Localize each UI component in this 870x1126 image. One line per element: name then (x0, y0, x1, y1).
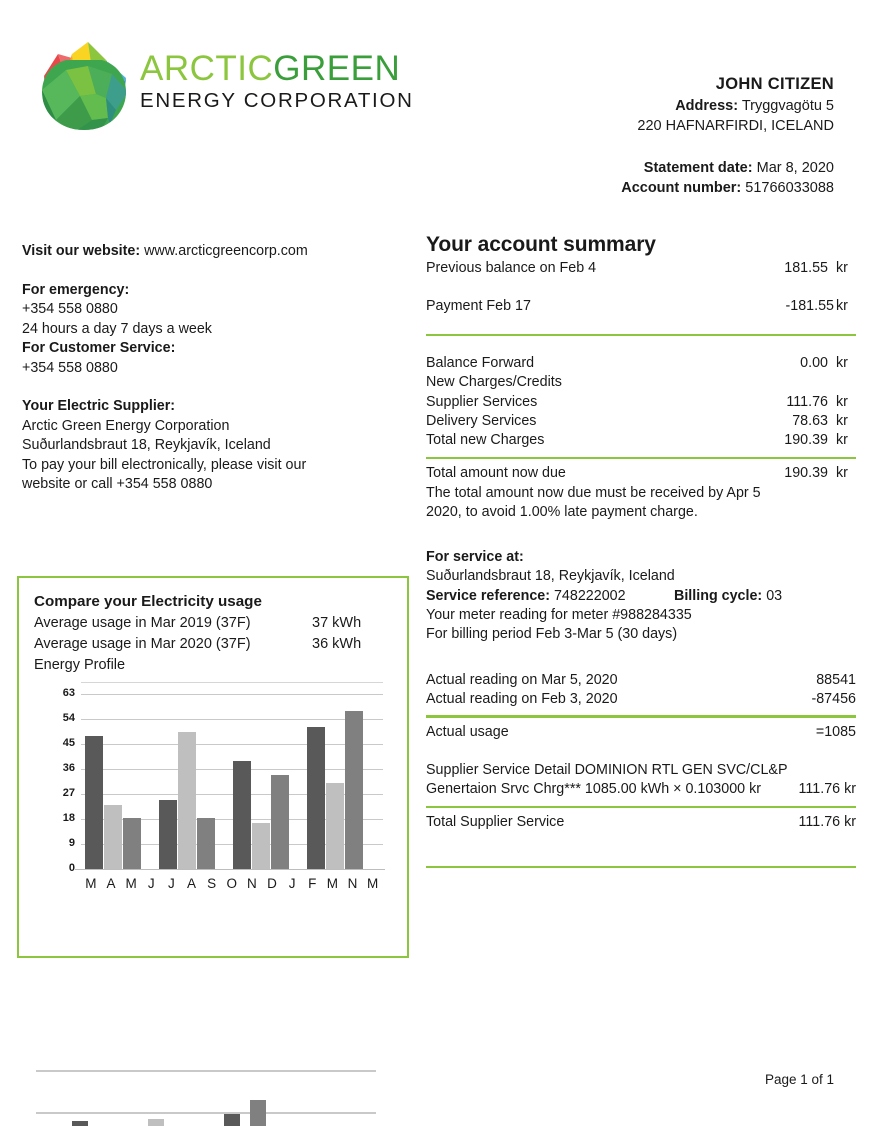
chart-bar (252, 823, 270, 869)
delivery-services-currency: kr (836, 413, 848, 430)
energy-profile-bar-chart (19, 682, 407, 932)
chart-y-tick-label: 0 (68, 862, 75, 874)
total-supplier-service-row (426, 813, 856, 832)
chart-bar (345, 711, 363, 869)
previous-balance-label: Previous balance on Feb 4 (426, 260, 597, 276)
summary-spacer-2 (426, 317, 856, 327)
bottom-chart-gridline (36, 1112, 376, 1114)
chart-bar (197, 818, 215, 869)
billing-cycle-group (674, 587, 782, 606)
bottom-partial-chart (36, 1066, 376, 1126)
usage-row-label: Average usage in Mar 2020 (37F) (34, 636, 251, 652)
payment-label: Payment Feb 17 (426, 298, 531, 315)
account-number-label: Account number: (621, 180, 742, 196)
due-note-line2: 2020, to avoid 1.00% late payment charge. (426, 503, 698, 520)
logo-wordmark (140, 50, 414, 113)
supplier-address: Suðurlandsbraut 18, Reykjavík, Iceland (22, 437, 271, 453)
billing-period-line: For billing period Feb 3-Mar 5 (30 days) (426, 626, 678, 643)
chart-y-axis (41, 687, 75, 874)
chart-month-label: N (347, 876, 358, 891)
bottom-chart-gridline (36, 1070, 376, 1072)
chart-month-label: O (226, 876, 238, 891)
chart-month-label: J (288, 876, 296, 891)
website-row (22, 242, 414, 262)
total-supplier-service-label: Total Supplier Service (426, 814, 565, 831)
service-reference-group (426, 587, 626, 606)
total-new-charges-label: Total new Charges (426, 432, 545, 449)
summary-spacer-4 (426, 522, 856, 548)
contact-information (22, 242, 414, 495)
total-due-label: Total amount now due (426, 465, 566, 482)
chart-x-axis-months (81, 876, 383, 891)
new-charges-row (426, 373, 856, 392)
reading-current-value: 88541 (816, 671, 856, 688)
customer-service-label: For Customer Service: (22, 340, 176, 356)
service-reference-value: 748222002 (553, 587, 626, 604)
usage-row-value: 36 kWh (312, 636, 362, 652)
account-summary-section (426, 232, 856, 876)
address-value: Tryggvagötu 5 (741, 98, 834, 114)
chart-y-tick-label: 45 (62, 737, 75, 749)
energy-profile-label: Energy Profile (34, 657, 126, 673)
chart-bar (326, 783, 344, 869)
balance-forward-label: Balance Forward (426, 355, 535, 372)
summary-divider-4 (426, 806, 856, 809)
balance-forward-currency: kr (836, 355, 848, 372)
delivery-services-amount: 78.63 (792, 413, 828, 430)
total-new-charges-row (426, 431, 856, 450)
previous-balance-amount: 181.55 (784, 260, 828, 276)
address-label: Address: (675, 98, 739, 114)
supplier-label: Your Electric Supplier: (22, 398, 176, 414)
chart-month-label: N (247, 876, 258, 891)
chart-month-label: M (367, 876, 379, 891)
reading-previous-row (426, 690, 856, 709)
reading-previous-label: Actual reading on Feb 3, 2020 (426, 690, 618, 707)
chart-y-tick-label: 36 (62, 762, 75, 774)
usage-row-value: 37 kWh (312, 615, 362, 631)
summary-divider-1 (426, 334, 856, 337)
statement-date-label: Statement date: (643, 160, 753, 176)
emergency-hours: 24 hours a day 7 days a week (22, 320, 212, 337)
supplier-services-row (426, 393, 856, 412)
header-spacer (434, 136, 834, 158)
chart-bar (307, 727, 325, 869)
generation-charge-label: Genertaion Srvc Chrg*** 1085.00 kWh × 0.103000 kr (426, 781, 761, 798)
website-label: Visit our website: (22, 243, 141, 259)
usage-row (34, 634, 394, 655)
company-logo (36, 38, 414, 138)
chart-gridline-top (81, 682, 383, 683)
balance-forward-row (426, 354, 856, 373)
summary-divider-2 (426, 457, 856, 460)
chart-month-label: A (187, 876, 197, 891)
usage-row-label: Average usage in Mar 2019 (37F) (34, 615, 251, 631)
summary-divider-5 (426, 866, 856, 869)
reading-current-row (426, 671, 856, 690)
chart-month-label: J (168, 876, 176, 891)
new-charges-label: New Charges/Credits (426, 374, 562, 391)
chart-y-tick-label: 18 (62, 812, 75, 824)
chart-month-label: J (147, 876, 155, 891)
supplier-services-label: Supplier Services (426, 393, 538, 410)
account-number-value: 51766033088 (745, 180, 834, 196)
summary-spacer-1 (426, 278, 856, 297)
supplier-services-amount: 111.76 (786, 393, 828, 410)
chart-bar (271, 775, 289, 869)
chart-y-tick-label: 63 (62, 687, 75, 699)
generation-charge-row (426, 780, 856, 799)
usage-row (34, 613, 394, 634)
chart-month-label: M (326, 876, 339, 891)
payment-currency: kr (836, 298, 848, 315)
reading-previous-value: -87456 (811, 690, 856, 707)
reading-current-label: Actual reading on Mar 5, 2020 (426, 671, 618, 688)
due-note-line1: The total amount now due must be received by Apr 5 (426, 484, 761, 501)
supplier-detail-line: Supplier Service Detail DOMINION RTL GEN SVC/CL&P (426, 762, 788, 779)
meter-reading-line: Your meter reading for meter #988284335 (426, 607, 692, 624)
actual-usage-label: Actual usage (426, 723, 509, 740)
total-due-amount: 190.39 (784, 465, 828, 482)
electricity-usage-panel (17, 576, 409, 958)
total-due-currency: kr (836, 465, 848, 482)
bottom-chart-bar (224, 1114, 240, 1126)
total-new-charges-amount: 190.39 (784, 432, 828, 449)
bottom-chart-bar (250, 1100, 266, 1126)
generation-charge-amount: 111.76 kr (798, 781, 856, 798)
chart-baseline (75, 869, 385, 870)
arctic-green-leaf-icon (36, 40, 132, 134)
for-service-at-label: For service at: (426, 549, 524, 566)
billing-cycle-value: 03 (766, 587, 783, 604)
chart-month-label: D (267, 876, 278, 891)
emergency-phone: +354 558 0880 (22, 301, 118, 317)
total-new-charges-currency: kr (836, 432, 848, 449)
total-due-row (426, 464, 856, 483)
summary-spacer-7 (426, 833, 856, 859)
summary-spacer-3 (426, 344, 856, 354)
logo-subtitle: ENERGY CORPORATION (140, 89, 414, 112)
customer-details (434, 74, 834, 198)
customer-address-line1 (434, 96, 834, 116)
billing-cycle-label: Billing cycle: (674, 587, 763, 604)
logo-word-green: GREEN (273, 49, 401, 88)
contact-spacer-1 (22, 262, 414, 281)
statement-date-value: Mar 8, 2020 (756, 160, 834, 176)
website-value[interactable]: www.arcticgreencorp.com (144, 243, 308, 259)
account-number-row (434, 178, 834, 198)
pay-instructions-line2: website or call +354 558 0880 (22, 476, 213, 492)
chart-bar (233, 761, 251, 869)
chart-bar (178, 732, 196, 870)
chart-month-label: M (125, 876, 138, 891)
payment-row (426, 297, 856, 316)
chart-y-tick-label: 9 (68, 837, 75, 849)
summary-divider-3 (426, 715, 856, 718)
usage-summary (34, 591, 394, 676)
chart-y-tick-label: 27 (62, 787, 75, 799)
delivery-services-label: Delivery Services (426, 413, 537, 430)
chart-month-label: A (106, 876, 116, 891)
customer-name: JOHN CITIZEN (715, 75, 834, 93)
delivery-services-row (426, 412, 856, 431)
chart-y-tick-label: 54 (62, 712, 75, 724)
bottom-chart-bar (148, 1119, 164, 1126)
chart-bar (159, 800, 177, 869)
service-address: Suðurlandsbraut 18, Reykjavík, Iceland (426, 568, 675, 585)
actual-usage-value: =1085 (815, 723, 856, 740)
bottom-chart-bar (72, 1121, 88, 1126)
chart-bar (85, 736, 103, 869)
customer-address-line2: 220 HAFNARFIRDI, ICELAND (637, 118, 834, 134)
supplier-services-currency: kr (836, 393, 848, 410)
statement-date-row (434, 158, 834, 178)
service-reference-row (426, 587, 856, 606)
chart-bars (81, 694, 383, 869)
page-number: Page 1 of 1 (764, 1072, 834, 1087)
logo-word-arctic: ARCTIC (140, 49, 274, 88)
supplier-name: Arctic Green Energy Corporation (22, 417, 230, 434)
chart-bar (123, 818, 141, 869)
balance-forward-amount: 0.00 (800, 355, 828, 372)
previous-balance-row (426, 259, 856, 278)
payment-amount: -181.55 (785, 298, 834, 315)
chart-month-label: M (85, 876, 97, 891)
service-reference-label: Service reference: (426, 587, 550, 604)
customer-service-phone: +354 558 0880 (22, 359, 118, 376)
pay-instructions-line1: To pay your bill electronically, please visit our (22, 456, 307, 473)
chart-bar (104, 805, 122, 869)
emergency-label: For emergency: (22, 281, 130, 298)
account-summary-title: Your account summary (426, 233, 656, 256)
actual-usage-row (426, 723, 856, 742)
total-supplier-service-amount: 111.76 kr (798, 814, 856, 831)
usage-panel-title: Compare your Electricity usage (34, 593, 262, 610)
previous-balance-currency: kr (836, 260, 848, 276)
chart-month-label: F (308, 876, 317, 891)
summary-spacer-6 (426, 742, 856, 761)
summary-spacer-5 (426, 645, 856, 671)
chart-month-label: S (207, 876, 217, 891)
contact-spacer-2 (22, 378, 414, 397)
